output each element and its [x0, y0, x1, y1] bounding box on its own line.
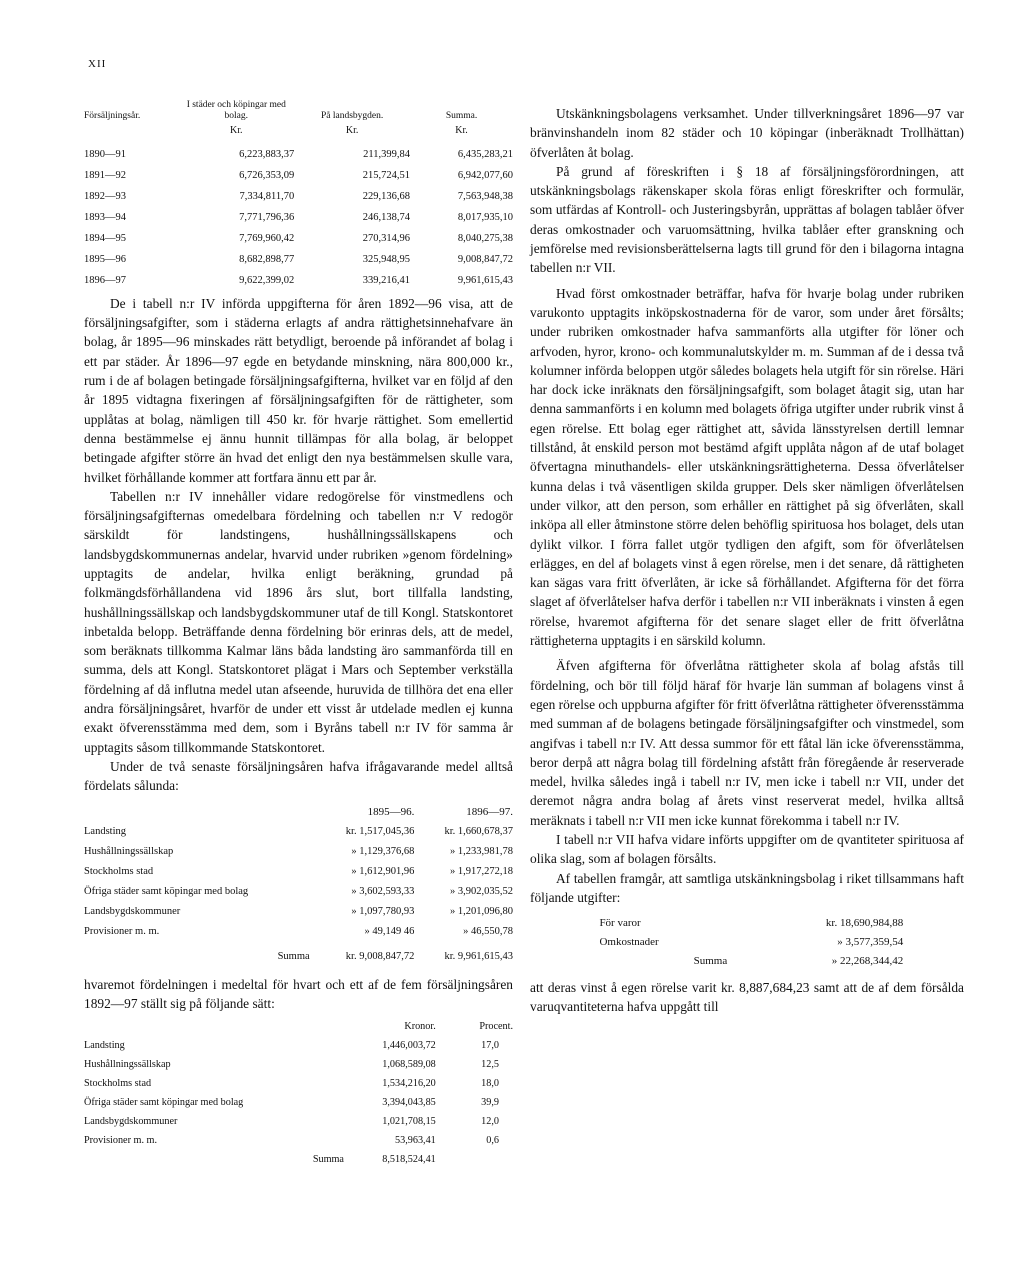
paragraph: I tabell n:r VII hafva vidare införts uppgifter om de qvantiteter spirituosa af olika slag, som af bolagen försålts.	[530, 831, 964, 867]
table-row: Provisioner m. m. 53,963,41 0,6	[84, 1135, 499, 1147]
sum-row: Summa 8,518,524,41	[312, 1154, 436, 1166]
sum-row: Summa » 22,268,344,42	[693, 954, 904, 967]
expenses-table	[599, 913, 903, 970]
page-number: XII	[88, 58, 107, 70]
unit-label: Kr.	[230, 124, 243, 136]
paragraph: De i tabell n:r IV införda uppgifterna för åren 1892—96 visa, att de försäljningsafgifter, som i städerna erlagts af andra rättighetsinnehafvare än bolag, år 1895—96 minskades rätt betydligt, beroende på införandet af bolag i ett par städer. År 1896—97 egde en betydande minskning, nära 800,000 kr., rum i de af bolagen betingade försäljningsafgifterna, hvilket var en följd af den år 1895 vidtagna fixeringen af försäljningsafgiften för de rättigheter, som upplåtas at bolag, nämligen till 450 kr. för hvarje rättighet. Som emellertid denna bestämmelse ej ännu hunnit tillämpas för alla bolag, är beloppet betingade afgifter större än hvad det enligt den nya bestämmelsen skulle vara, hvilket förhållande kommer att fortfara ännu ett par år.	[84, 295, 513, 485]
unit-label: Kr.	[455, 124, 468, 136]
procent-header: Procent.	[479, 1021, 513, 1033]
table-row: 1896—97 9,622,399,02 339,216,41 9,961,615,43	[84, 274, 513, 286]
unit-label: Kr.	[345, 124, 359, 136]
kronor-header: Kronor.	[404, 1021, 436, 1033]
closing-paragraph: att deras vinst å egen rörelse varit kr. 8,887,684,23 samt att de af dem försålda varuqvantiteterna hafva uppgått till	[530, 980, 964, 1015]
table-row: 1894—95 7,769,960,42 270,314,96 8,040,275,38	[84, 232, 513, 244]
table-row: Omkostnader » 3,577,359,54	[599, 935, 904, 948]
year-header: 1895—96.	[367, 805, 415, 818]
right-column	[530, 100, 964, 1017]
sales-table	[84, 100, 513, 286]
table-row: Landsting kr. 1,517,045,36 kr. 1,660,678,37	[84, 826, 513, 838]
col-header-rural: På landsbygden.	[320, 110, 384, 121]
left-column	[84, 100, 513, 1169]
paragraph: Hvad först omkostnader beträffar, hafva för hvarje bolag under rubriken varukonto upptagits inköpskostnaderna för de varor, som under året försålts; under rubriken omkostnader hafva sammanförts alla utgifter för löner och arfvoden, hyror, krono- och kommunalutskylder m. m. Summan af de i dessa två kolumner införda beloppen utgör således bolagets hela utgift för sin rörelse. Häri har dock icke inräknats den försäljningsafgift, som bolaget åtagit sig, utan har denna sammanförts i en kolumn med bolagets öfriga utgifter under rubrik vinst å egen rörelse. Ett bolag eger rättighet att, såvida länsstyrelsen dertill lemnar tillstånd, åt enskild person mot bestämd afgift upplåta någon af de utaf bolaget öfvertagna minuthandels- eller utskänkningsrättigheterna. Dessa öfverlåtelser kunna delas i två väsentligen skilda grupper. Dels sker nämligen öfverlåtelsen under vilkor, att den person, som erhåller en rättighet på sig öfverlåten, skall inköpa all eller åtminstone större delen behöflig spirituosa hos bolaget, dels utan dylikt vilkor. I förra fallet utgör tydligen den afgift, som för öfverlåtelsen erlägges, en del af bolagets vinst å egen rörelse, men i det senare, då rättigheten kan sägas vara fritt öfverlåten, är icke så förhållandet. Afgifterna för det förra slaget af öfverlåtelser hafva derför i tabellen n:r VII inberäknats i vinsten å egen rörelse, hvaremot afgifterna för det senare slaget eller de fritt öfverlåtna rättigheterna upptagits i en särskild kolumn.	[530, 285, 964, 649]
distribution-table	[84, 802, 513, 967]
sum-row: Summa kr. 9,008,847,72 kr. 9,961,615,43	[277, 951, 513, 963]
paragraph: Af tabellen framgår, att samtliga utskänkningsbolag i riket tillsammans haft följande utgifter:	[530, 870, 964, 905]
col-header-cities: I städer och köpingar med bolag.	[186, 100, 286, 121]
paragraph: Äfven afgifterna för öfverlåtna rättigheter skola af bolag afstås till fördelning, och bör till följd häraf för hvarje län summan af bolagens vinst å egen rörelse och uppburna afgifter för fritt öfverlåtna rättigheter öfverensstämma med summan af de bolagens betingade försäljningsafgifter och vinstmedel, som angifvas i tabell n:r IV. Att dessa summor för ett fåtal län icke öfverensstämma, beror derpå att några bolag till fördelning afstått från föregående år reserverade medel, hvilka således ingå i tabell n:r IV, men icke i tabell n:r VII, under det deremot några andra bolag af årets vinst reserverat medel, hvilka alltså meräknats i tabell n:r VII men icke kunnat förekomma i tabell n:r IV.	[530, 658, 964, 828]
paragraph: Tabellen n:r IV innehåller vidare redogörelse för vinstmedlens och försäljningsafgifternas omedelbara fördelning och tabellen n:r V redogör särskildt för landstingens, hushållningssällskapens och landsbygdskommunernas andelar, hvarvid under rubriken »genom fördelning» upptagits de andelar, hvilka enligt beräkning, grundad på folkmängdsförhållandena vid 1896 års slut, bort tillfalla landsting, hushållningssällskap och landsbygdskommuner utaf de till Kongl. Statskontoret inbetalda belopp. Beträffande denna fördelning bör erinras dels, att de medel, som beräknats tillkomma Kalmar läns båda landsting äro sammanförda till en summa, dels att Kongl. Statskontoret plägat i Mars och September verkställa fördelning af då influtna medel utan afseende, huruvida de tillhöra det ena eller andra försäljningsåret, hvarför de under ett visst år utdelade medlen ej kunna exakt öfverensstämma med dem, som i Byråns tabell n:r IV för samma år upptagits såsom tillkommande Statskontoret.	[84, 488, 513, 755]
section-intro: Utskänkningsbolagens verksamhet. Under tillverkningsåret 1896—97 var bränvinshandeln inom 82 städer och 10 köpingar (inberäknadt Trollhättan) öfverlåten åt bolag.	[530, 106, 964, 160]
col-header-year: Försäljningsår.	[84, 110, 141, 121]
table-row: Stockholms stad 1,534,216,20 18,0	[84, 1078, 499, 1090]
table-row: 1891—92 6,726,353,09 215,724,51 6,942,077,60	[84, 169, 513, 181]
table-row: Landsbygdskommuner » 1,097,780,93 » 1,201,096,80	[84, 906, 513, 918]
table-row: Hushållningssällskap » 1,129,376,68 » 1,233,981,78	[84, 846, 513, 858]
table-row: Öfriga städer samt köpingar med bolag » 3,602,593,33 » 3,902,035,52	[84, 886, 513, 898]
table-row: 1893—94 7,771,796,36 246,138,74 8,017,935,10	[84, 211, 513, 223]
table-row: Öfriga städer samt köpingar med bolag 3,394,043,85 39,9	[84, 1097, 499, 1109]
average-table	[84, 1017, 513, 1169]
table-row: 1892—93 7,334,811,70 229,136,68 7,563,948,38	[84, 190, 513, 202]
paragraph: hvaremot fördelningen i medeltal för hvart och ett af de fem försäljningsåren 1892—97 ställt sig på följande sätt:	[84, 976, 513, 1011]
col-header-total: Summa.	[445, 110, 478, 121]
table-row: Stockholms stad » 1,612,901,96 » 1,917,272,18	[84, 866, 513, 878]
year-header: 1896—97.	[466, 805, 513, 818]
table-row: 1890—91 6,223,883,37 211,399,84 6,435,283,21	[84, 148, 513, 160]
paragraph: Under de två senaste försäljningsåren hafva ifrågavarande medel alltså fördelats sålunda:	[84, 758, 513, 794]
table-row: Provisioner m. m. » 49,149 46 » 46,550,78	[84, 926, 513, 938]
table-row: För varor kr. 18,690,984,88	[599, 916, 904, 929]
table-row: Landsbygdskommuner 1,021,708,15 12,0	[84, 1116, 499, 1128]
paragraph: På grund af föreskriften i § 18 af försäljningsförordningen, att utskänkningsbolags räkenskaper skola föras enligt föreskrifter och formulär, som utfärdas af Kontroll- och Justeringsbyrån, upprättas af bolagen tablåer öfver deras omkostnader och varuomsättning, hvilka tablåer efter granskning och jemförelse med revisionsberättelserna lagts till grund för den i bilagorna intagna tabellen n:r VII.	[530, 163, 964, 276]
table-row: Landsting 1,446,003,72 17,0	[84, 1040, 499, 1052]
table-row: 1895—96 8,682,898,77 325,948,95 9,008,847,72	[84, 253, 513, 265]
table-row: Hushållningssällskap 1,068,589,08 12,5	[84, 1059, 499, 1071]
